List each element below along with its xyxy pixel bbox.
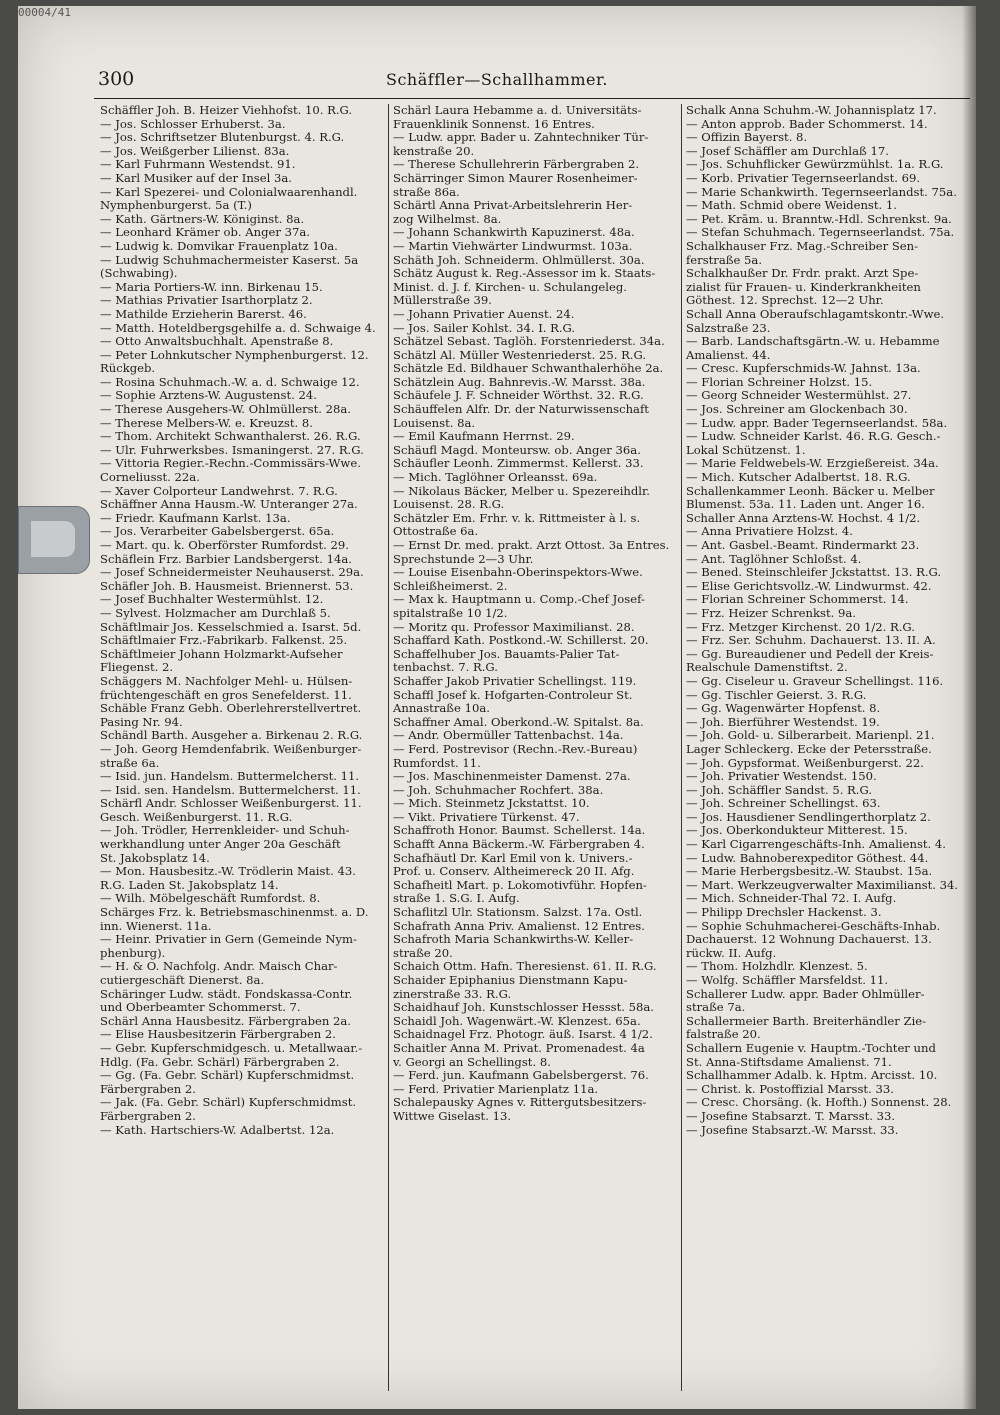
directory-entry-line: — Marie Feldwebels-W. Erzgießereist. 34a. xyxy=(686,457,939,471)
directory-entry-line: — Martin Viehwärter Lindwurmst. 103a. xyxy=(393,239,633,253)
directory-entry-line: — Jos. Schuhflicker Gewürzmühlst. 1a. R.G. xyxy=(686,158,944,172)
directory-entry-line: — Peter Lohnkutscher Nymphenburgerst. 12. xyxy=(100,348,369,362)
directory-entry-line: Lokal Schützenst. 1. xyxy=(686,443,806,457)
directory-entry-line: — Ludw. appr. Bader u. Zahntechniker Tür- xyxy=(393,131,649,145)
directory-entry-line: tenbachst. 7. R.G. xyxy=(393,661,498,675)
directory-entry-line: — Johann Schankwirth Kapuzinerst. 48a. xyxy=(393,226,635,240)
directory-entry-line: und Oberbeamter Schommerst. 7. xyxy=(100,1001,301,1015)
directory-entry-line: — Joh. Gypsformat. Weißenburgerst. 22. xyxy=(686,756,924,770)
directory-entry-line: Göthest. 12. Sprechst. 12—2 Uhr. xyxy=(686,294,884,308)
directory-entry-line: Schäggers M. Nachfolger Mehl- u. Hülsen- xyxy=(100,674,353,688)
directory-entry-line: — Isid. sen. Handelsm. Buttermelcherst. 11. xyxy=(100,783,361,797)
directory-entry-line: Lager Schleckerg. Ecke der Petersstraße. xyxy=(686,742,932,756)
directory-entry-line: Fliegenst. 2. xyxy=(100,661,174,675)
directory-entry-line: Schärringer Simon Maurer Rosenheimer- xyxy=(393,171,638,185)
directory-entry-line: Schafhäutl Dr. Karl Emil von k. Univers.- xyxy=(393,851,633,865)
directory-entry-line: — Jos. Schriftsetzer Blutenburgst. 4. R.G. xyxy=(100,131,345,145)
directory-entry-line: — Mart. Werkzeugverwalter Maximilianst. 34. xyxy=(686,878,959,892)
directory-entry-line: Schaflitzl Ulr. Stationsm. Salzst. 17a. Ostl. xyxy=(393,906,643,920)
directory-entry-line: — Anton approb. Bader Schommerst. 14. xyxy=(686,117,928,131)
directory-entry-line: Schleißheimerst. 2. xyxy=(393,579,508,593)
directory-entry-line: Schäffner Anna Hausm.-W. Unteranger 27a. xyxy=(100,498,358,512)
page-title: Schäffler—Schallhammer. xyxy=(386,70,608,89)
directory-entry-line: Rumfordst. 11. xyxy=(393,756,481,770)
directory-entry-line: Schaidl Joh. Wagenwärt.-W. Klenzest. 65a. xyxy=(393,1014,641,1028)
directory-entry-line: Schafheitl Mart. p. Lokomotivführ. Hopfen- xyxy=(393,878,647,892)
directory-entry-line: — Jos. Schlosser Erhuberst. 3a. xyxy=(100,117,286,131)
directory-entry-line: Schäufler Leonh. Zimmermst. Kellerst. 33. xyxy=(393,457,644,471)
directory-entry-line: Corneliusst. 22a. xyxy=(100,471,200,485)
directory-entry-line: Schätzl Al. Müller Westenriederst. 25. R.G. xyxy=(393,348,647,362)
directory-entry-line: St. Anna-Stiftsdame Amalienst. 71. xyxy=(686,1055,892,1069)
directory-entry-line: — Maria Portiers-W. inn. Birkenau 15. xyxy=(100,280,323,294)
directory-entry-line: Schafroth Maria Schankwirths-W. Keller- xyxy=(393,933,634,947)
directory-entry-line: Schäflein Frz. Barbier Landsbergerst. 14a. xyxy=(100,552,352,566)
directory-entry-line: Schafft Anna Bäckerm.-W. Färbergraben 4. xyxy=(393,838,645,852)
entry-columns xyxy=(96,104,974,1391)
directory-entry-line: — Korb. Privatier Tegernseerlandst. 69. xyxy=(686,171,921,185)
directory-entry-line: — Mathias Privatier Isarthorplatz 2. xyxy=(100,294,313,308)
directory-entry-line: — Karl Spezerei- und Colonialwaarenhandl. xyxy=(100,185,358,199)
directory-entry-line: — Josef Buchhalter Westermühlst. 12. xyxy=(100,593,324,607)
directory-entry-line: Schaidnagel Frz. Photogr. äuß. Isarst. 4 1/2. xyxy=(393,1028,653,1042)
directory-entry-line: — Karl Musiker auf der Insel 3a. xyxy=(100,171,292,185)
directory-entry-line: kenstraße 20. xyxy=(393,144,475,158)
directory-entry-line: — Friedr. Kaufmann Karlst. 13a. xyxy=(100,511,291,525)
directory-entry-line: — Wilh. Möbelgeschäft Rumfordst. 8. xyxy=(100,892,321,906)
directory-entry-line: Schärl Laura Hebamme a. d. Universitäts- xyxy=(393,104,642,117)
directory-entry-line: — Therese Melbers-W. e. Kreuzst. 8. xyxy=(100,416,313,430)
column-2 xyxy=(388,104,681,1391)
directory-entry-line: — Ferd. Privatier Marienplatz 11a. xyxy=(393,1082,599,1096)
directory-entry-line: Prof. u. Conserv. Altheimereck 20 II. Afg. xyxy=(393,865,635,879)
directory-entry-line: — Wolfg. Schäffler Marsfeldst. 11. xyxy=(686,974,889,987)
directory-entry-line: — Gg. Bureaudiener und Pedell der Kreis- xyxy=(686,647,934,661)
directory-entry-line: — Jos. Weißgerber Lilienst. 83a. xyxy=(100,144,290,158)
directory-entry-line: Färbergraben 2. xyxy=(100,1082,196,1096)
directory-entry-line: inn. Wienerst. 11a. xyxy=(100,919,212,933)
directory-entry-line: — Jak. (Fa. Gebr. Schärl) Kupferschmidmst. xyxy=(100,1096,357,1110)
binder-clip xyxy=(18,506,90,574)
directory-entry-line: — Therese Ausgehers-W. Ohlmüllerst. 28a. xyxy=(100,403,351,417)
directory-entry-line: Schäble Franz Gebh. Oberlehrerstellvertret. xyxy=(100,702,362,716)
directory-entry-line: — Karl Cigarrengeschäfts-Inh. Amalienst. 4. xyxy=(686,838,946,852)
directory-entry-line: spitalstraße 10 1/2. xyxy=(393,606,508,620)
directory-entry-line: Färbergraben 2. xyxy=(100,1109,196,1123)
directory-entry-line: — Josef Schneidermeister Neuhauserst. 29a. xyxy=(100,566,364,580)
directory-entry-line: Schalkhaußer Dr. Frdr. prakt. Arzt Spe- xyxy=(686,267,919,281)
directory-entry-line: — Joh. Bierführer Westendst. 19. xyxy=(686,715,880,729)
directory-entry-line: — Gg. Tischler Geierst. 3. R.G. xyxy=(686,688,867,702)
directory-entry-line: Realschule Damenstiftst. 2. xyxy=(686,661,848,675)
directory-entry-line: — Heinr. Privatier in Gern (Gemeinde Nym- xyxy=(100,933,357,947)
directory-entry-line: Müllerstraße 39. xyxy=(393,294,492,308)
directory-entry-line: cutiergeschäft Dienerst. 8a. xyxy=(100,974,265,987)
directory-entry-line: — Mich. Kutscher Adalbertst. 18. R.G. xyxy=(686,471,911,485)
directory-entry-line: — Thom. Architekt Schwanthalerst. 26. R.G. xyxy=(100,430,361,444)
directory-entry-line: — Ulr. Fuhrwerksbes. Ismaningerst. 27. R.G. xyxy=(100,443,364,457)
directory-entry-line: — Ant. Gasbel.-Beamt. Rindermarkt 23. xyxy=(686,539,920,552)
directory-entry-line: Schäringer Ludw. städt. Fondskassa-Contr. xyxy=(100,987,353,1001)
directory-entry-line: — Mathilde Erzieherin Barerst. 46. xyxy=(100,307,307,321)
directory-entry-line: Louisenst. 8a. xyxy=(393,416,476,430)
directory-entry-line: — Frz. Ser. Schuhm. Dachauerst. 13. II. A. xyxy=(686,634,936,648)
directory-entry-line: — Ernst Dr. med. prakt. Arzt Ottost. 3a Entres. xyxy=(393,539,670,552)
directory-entry-line: — Gg. Ciseleur u. Graveur Schellingst. 116. xyxy=(686,674,944,688)
directory-entry-line: — Josef Schäffler am Durchlaß 17. xyxy=(686,144,889,158)
directory-entry-line: — Ludw. Bahnoberexpeditor Göthest. 44. xyxy=(686,851,929,865)
directory-entry-line: Salzstraße 23. xyxy=(686,321,771,335)
directory-entry-line: — Emil Kaufmann Herrnst. 29. xyxy=(393,430,575,444)
directory-entry-line: — Xaver Colporteur Landwehrst. 7. R.G. xyxy=(100,484,338,498)
directory-entry-line: — Jos. Hausdiener Sendlingerthorplatz 2. xyxy=(686,810,931,824)
directory-entry-line: Wittwe Giselast. 13. xyxy=(393,1109,512,1123)
directory-entry-line: — Marie Herbergsbesitz.-W. Staubst. 15a. xyxy=(686,865,933,879)
directory-entry-line: — Joh. Schuhmacher Rochfert. 38a. xyxy=(393,783,604,797)
directory-entry-line: Nymphenburgerst. 5a (T.) xyxy=(100,199,252,213)
directory-entry-line: — Gg. (Fa. Gebr. Schärl) Kupferschmidmst. xyxy=(100,1069,355,1083)
directory-entry-line: St. Jakobsplatz 14. xyxy=(100,851,210,865)
directory-entry-line: — Jos. Oberkondukteur Mitterest. 15. xyxy=(686,824,908,838)
directory-entry-line: Schall Anna Oberaufschlagamtskontr.-Wwe. xyxy=(686,307,945,321)
directory-entry-line: — Otto Anwaltsbuchhalt. Apenstraße 8. xyxy=(100,335,334,349)
directory-entry-line: — Ludwig Schuhmachermeister Kaserst. 5a xyxy=(100,253,359,267)
directory-entry-line: — Joh. Georg Hemdenfabrik. Weißenburger- xyxy=(100,742,362,756)
directory-entry-line: Blumenst. 53a. 11. Laden unt. Anger 16. xyxy=(686,498,925,512)
directory-entry-line: — Jos. Sailer Kohlst. 34. I. R.G. xyxy=(393,321,576,335)
directory-entry-line: werkhandlung unter Anger 20a Geschäft xyxy=(100,838,341,852)
directory-entry-line: Louisenst. 28. R.G. xyxy=(393,498,505,512)
directory-entry-line: Schaffer Jakob Privatier Schellingst. 119. xyxy=(393,674,637,688)
directory-entry-line: — Andr. Obermüller Tattenbachst. 14a. xyxy=(393,729,624,743)
directory-entry-line: Schaffroth Honor. Baumst. Schellerst. 14a. xyxy=(393,824,646,838)
directory-entry-line: rückw. II. Aufg. xyxy=(686,946,777,960)
directory-entry-line: — Ludw. Schneider Karlst. 46. R.G. Gesch.- xyxy=(686,430,941,444)
directory-entry-line: Schäufele J. F. Schneider Wörthst. 32. R.G. xyxy=(393,389,644,403)
directory-entry-line: Schallenkammer Leonh. Bäcker u. Melber xyxy=(686,484,935,498)
directory-entry-line: straße 20. xyxy=(393,946,453,960)
column-1 xyxy=(96,104,388,1391)
directory-entry-line: — Ferd. jun. Kaufmann Gabelsbergerst. 76. xyxy=(393,1069,649,1083)
directory-entry-line: — Cresc. Kupferschmids-W. Jahnst. 13a. xyxy=(686,362,921,376)
directory-entry-line: zog Wilhelmst. 8a. xyxy=(393,212,502,226)
directory-entry-line: — Pet. Krām. u. Branntw.-Hdl. Schrenkst. 9a. xyxy=(686,212,952,226)
header-rule xyxy=(94,98,970,99)
directory-entry-line: R.G. Laden St. Jakobsplatz 14. xyxy=(100,878,279,892)
directory-entry-line: — Rosina Schuhmach.-W. a. d. Schwaige 12. xyxy=(100,375,360,389)
directory-entry-line: früchtengeschäft en gros Senefelderst. 11. xyxy=(100,688,352,702)
directory-entry-line: — Karl Fuhrmann Westendst. 91. xyxy=(100,158,296,172)
directory-entry-line: — Cresc. Chorsäng. (k. Hofth.) Sonnenst. 28. xyxy=(686,1096,952,1110)
directory-entry-line: v. Georgi an Schellingst. 8. xyxy=(393,1055,551,1069)
directory-entry-line: — Christ. k. Postoffizial Marsst. 33. xyxy=(686,1082,894,1096)
directory-entry-line: Schärges Frz. k. Betriebsmaschinenmst. a. D. xyxy=(100,906,369,920)
directory-entry-line: Schallerer Ludw. appr. Bader Ohlmüller- xyxy=(686,987,925,1001)
directory-entry-line: — Sophie Arztens-W. Augustenst. 24. xyxy=(100,389,317,403)
directory-entry-line: Ottostraße 6a. xyxy=(393,525,479,539)
directory-entry-line: — Joh. Trödler, Herrenkleider- und Schuh- xyxy=(100,824,350,838)
directory-entry-line: — Joh. Schäffler Sandst. 5. R.G. xyxy=(686,783,873,797)
directory-entry-line: ferstraße 5a. xyxy=(686,253,763,267)
directory-entry-line: Schärfl Andr. Schlosser Weißenburgerst. 11. xyxy=(100,797,362,811)
directory-entry-line: Schalk Anna Schuhm.-W. Johannisplatz 17. xyxy=(686,104,937,117)
directory-entry-line: — Jos. Schreiner am Glockenbach 30. xyxy=(686,403,908,417)
directory-entry-line: Pasing Nr. 94. xyxy=(100,715,183,729)
directory-entry-line: — Offizin Bayerst. 8. xyxy=(686,131,808,145)
directory-entry-line: — Stefan Schuhmach. Tegernseerlandst. 75a. xyxy=(686,226,955,240)
directory-entry-line: Hdlg. (Fa. Gebr. Schärl) Färbergraben 2. xyxy=(100,1055,340,1069)
directory-entry-line: — Louise Eisenbahn-Oberinspektors-Wwe. xyxy=(393,566,643,580)
directory-entry-line: — Anna Privatiere Holzst. 4. xyxy=(686,525,853,539)
directory-entry-line: — Joh. Schreiner Schellingst. 63. xyxy=(686,797,881,811)
directory-entry-line: — Joh. Gold- u. Silberarbeit. Marienpl. 21. xyxy=(686,729,935,743)
directory-entry-line: Schäftlmaier Frz.-Fabrikarb. Falkenst. 25. xyxy=(100,634,348,648)
directory-entry-line: — Frz. Metzger Kirchenst. 20 1/2. R.G. xyxy=(686,620,915,634)
directory-entry-line: — Frz. Heizer Schrenkst. 9a. xyxy=(686,606,856,620)
directory-entry-line: Gesch. Weißenburgerst. 11. R.G. xyxy=(100,810,293,824)
directory-entry-line: — Jos. Verarbeiter Gabelsbergerst. 65a. xyxy=(100,525,335,539)
directory-entry-line: — Barb. Landschaftsgärtn.-W. u. Hebamme xyxy=(686,335,940,349)
directory-entry-line: — Philipp Drechsler Hackenst. 3. xyxy=(686,906,882,920)
directory-entry-line: Dachauerst. 12 Wohnung Dachauerst. 13. xyxy=(686,933,932,947)
directory-entry-line: Schallern Eugenie v. Hauptm.-Tochter und xyxy=(686,1041,936,1055)
directory-entry-line: — Elise Hausbesitzerin Färbergraben 2. xyxy=(100,1028,336,1042)
directory-entry-line: — Elise Gerichtsvollz.-W. Lindwurmst. 42. xyxy=(686,579,932,593)
directory-entry-line: — Isid. jun. Handelsm. Buttermelcherst. 11. xyxy=(100,770,360,784)
directory-entry-line: Schallhammer Adalb. k. Hptm. Arcisst. 10. xyxy=(686,1069,938,1083)
directory-entry-line: zialist für Frauen- u. Kinderkrankheiten xyxy=(686,280,921,294)
directory-entry-line: Schalkhauser Frz. Mag.-Schreiber Sen- xyxy=(686,239,919,253)
page-number: 300 xyxy=(98,68,135,90)
directory-entry-line: Schäftlmeier Johann Holzmarkt-Aufseher xyxy=(100,647,343,661)
directory-entry-line: — Marie Schankwirth. Tegernseerlandst. 75a. xyxy=(686,185,957,199)
directory-entry-line: — Max k. Hauptmann u. Comp.-Chef Josef- xyxy=(393,593,645,607)
directory-entry-line: Schalepausky Agnes v. Rittergutsbesitzers- xyxy=(393,1096,647,1110)
directory-entry-line: Schaffl Josef k. Hofgarten-Controleur St. xyxy=(393,688,633,702)
directory-entry-line: — Johann Privatier Auenst. 24. xyxy=(393,307,575,321)
page-edge-shadow xyxy=(962,6,976,1409)
directory-entry-line: — Mich. Steinmetz Jckstattst. 10. xyxy=(393,797,590,811)
directory-entry-line: Schätzlein Aug. Bahnrevis.-W. Marsst. 38a. xyxy=(393,375,646,389)
directory-entry-line: Schätzel Sebast. Taglöh. Forstenriederst. 34a. xyxy=(393,335,665,349)
directory-entry-line: — Mart. qu. k. Oberförster Rumfordst. 29. xyxy=(100,539,349,552)
directory-entry-line: Schäufl Magd. Monteursw. ob. Anger 36a. xyxy=(393,443,641,457)
directory-entry-line: Schätzle Ed. Bildhauer Schwanthalerhöhe 2a. xyxy=(393,362,664,376)
directory-entry-line: Minist. d. J. f. Kirchen- u. Schulangeleg. xyxy=(393,280,627,294)
directory-entry-line: Schäffler Joh. B. Heizer Viehhofst. 10. R.G. xyxy=(100,104,353,117)
directory-entry-line: — Mich. Taglöhner Orleansst. 69a. xyxy=(393,471,598,485)
directory-entry-line: — Gg. Wagenwärter Hopfenst. 8. xyxy=(686,702,881,716)
directory-entry-line: Schafrath Anna Priv. Amalienst. 12 Entres. xyxy=(393,919,645,933)
directory-entry-line: straße 7a. xyxy=(686,1001,746,1015)
directory-entry-line: straße 86a. xyxy=(393,185,460,199)
directory-entry-line: Rückgeb. xyxy=(100,362,156,376)
directory-entry-line: Frauenklinik Sonnenst. 16 Entres. xyxy=(393,117,595,131)
directory-entry-line: — Therese Schullehrerin Färbergraben 2. xyxy=(393,158,640,172)
directory-page xyxy=(18,6,976,1409)
directory-entry-line: Schaider Epiphanius Dienstmann Kapu- xyxy=(393,974,628,987)
directory-entry-line: — Josefine Stabsarzt. T. Marsst. 33. xyxy=(686,1109,896,1123)
directory-entry-line: Schäftlmair Jos. Kesselschmied a. Isarst. 5d. xyxy=(100,620,362,634)
directory-entry-line: — Vikt. Privatiere Türkenst. 47. xyxy=(393,810,580,824)
directory-entry-line: — Ludw. appr. Bader Tegernseerlandst. 58a. xyxy=(686,416,948,430)
directory-entry-line: — Moritz qu. Professor Maximilianst. 28. xyxy=(393,620,635,634)
directory-entry-line: — Josefine Stabsarzt.-W. Marsst. 33. xyxy=(686,1123,899,1137)
directory-entry-line: Schaffner Amal. Oberkond.-W. Spitalst. 8a. xyxy=(393,715,644,729)
directory-entry-line: Schaidhauf Joh. Kunstschlosser Hessst. 58a. xyxy=(393,1001,654,1015)
directory-entry-line: — Mon. Hausbesitz.-W. Trödlerin Maist. 43. xyxy=(100,865,356,879)
directory-entry-line: Schäuffelen Alfr. Dr. der Naturwissenschaft xyxy=(393,403,649,417)
directory-entry-line: — Math. Schmid obere Weidenst. 1. xyxy=(686,199,897,213)
directory-entry-line: — Joh. Privatier Westendst. 150. xyxy=(686,770,877,784)
directory-entry-line: Sprechstunde 2—3 Uhr. xyxy=(393,552,534,566)
directory-entry-line: Schaller Anna Arztens-W. Hochst. 4 1/2. xyxy=(686,511,921,525)
directory-entry-line: Schändl Barth. Ausgeher a. Birkenau 2. R.G. xyxy=(100,729,363,743)
directory-entry-line: — Florian Schreiner Schommerst. 14. xyxy=(686,593,909,607)
archive-stamp: 00004/41 xyxy=(18,6,71,19)
directory-entry-line: — Georg Schneider Westermühlst. 27. xyxy=(686,389,912,403)
directory-entry-line: — Ferd. Postrevisor (Rechn.-Rev.-Bureau) xyxy=(393,742,638,756)
directory-entry-line: Schäfler Joh. B. Hausmeist. Briennerst. 53. xyxy=(100,579,354,593)
directory-entry-line: Schaffard Kath. Postkond.-W. Schillerst. 20. xyxy=(393,634,649,648)
directory-entry-line: Schärtl Anna Privat-Arbeitslehrerin Her- xyxy=(393,199,633,213)
directory-entry-line: Amalienst. 44. xyxy=(686,348,771,362)
directory-entry-line: Schäth Joh. Schneiderm. Ohlmüllerst. 30a. xyxy=(393,253,645,267)
directory-entry-line: Schätz August k. Reg.-Assessor im k. Staats- xyxy=(393,267,656,281)
directory-entry-line: — Nikolaus Bäcker, Melber u. Spezereihdlr. xyxy=(393,484,650,498)
directory-entry-line: Annastraße 10a. xyxy=(393,702,490,716)
directory-entry-line: Schallermeier Barth. Breiterhändler Zie- xyxy=(686,1014,927,1028)
directory-entry-line: Schätzler Em. Frhr. v. k. Rittmeister à l. s. xyxy=(393,511,641,525)
directory-entry-line: Schaich Ottm. Hafn. Theresienst. 61. II. R.G. xyxy=(393,960,657,974)
directory-entry-line: — Ant. Taglöhner Schloßst. 4. xyxy=(686,552,862,566)
directory-entry-line: — Mich. Schneider-Thal 72. I. Aufg. xyxy=(686,892,897,906)
directory-entry-line: — Kath. Hartschiers-W. Adalbertst. 12a. xyxy=(100,1123,335,1137)
directory-entry-line: — Ludwig k. Domvikar Frauenplatz 10a. xyxy=(100,239,338,253)
directory-entry-line: — Vittoria Regier.-Rechn.-Commissärs-Wwe. xyxy=(100,457,361,471)
directory-entry-line: — Bened. Steinschleifer Jckstattst. 13. R.G. xyxy=(686,566,942,580)
directory-entry-line: — Thom. Holzhdlr. Klenzest. 5. xyxy=(686,960,868,974)
directory-entry-line: straße 1. S.G. I. Aufg. xyxy=(393,892,520,906)
directory-entry-line: — Kath. Gärtners-W. Königinst. 8a. xyxy=(100,212,305,226)
directory-entry-line: — Sophie Schuhmacherei-Geschäfts-Inhab. xyxy=(686,919,941,933)
directory-entry-line: — H. & O. Nachfolg. Andr. Maisch Char- xyxy=(100,960,338,974)
directory-entry-line: Schärl Anna Hausbesitz. Färbergraben 2a. xyxy=(100,1014,351,1028)
directory-entry-line: zinerstraße 33. R.G. xyxy=(393,987,512,1001)
directory-entry-line: Schaitler Anna M. Privat. Promenadest. 4a xyxy=(393,1041,645,1055)
directory-entry-line: falstraße 20. xyxy=(686,1028,761,1042)
directory-entry-line: — Leonhard Krämer ob. Anger 37a. xyxy=(100,226,310,240)
directory-entry-line: — Gebr. Kupferschmidgesch. u. Metallwaar.- xyxy=(100,1041,363,1055)
directory-entry-line: (Schwabing). xyxy=(100,267,178,281)
column-3 xyxy=(681,104,974,1391)
directory-entry-line: — Sylvest. Holzmacher am Durchlaß 5. xyxy=(100,606,331,620)
directory-entry-line: — Florian Schreiner Holzst. 15. xyxy=(686,375,873,389)
page-header xyxy=(18,68,976,92)
directory-entry-line: Schaffelhuber Jos. Bauamts-Palier Tat- xyxy=(393,647,620,661)
directory-entry-line: phenburg). xyxy=(100,946,166,960)
directory-entry-line: — Jos. Maschinenmeister Damenst. 27a. xyxy=(393,770,631,784)
directory-entry-line: straße 6a. xyxy=(100,756,160,770)
directory-entry-line: — Matth. Hoteldbergsgehilfe a. d. Schwaige 4. xyxy=(100,321,376,335)
